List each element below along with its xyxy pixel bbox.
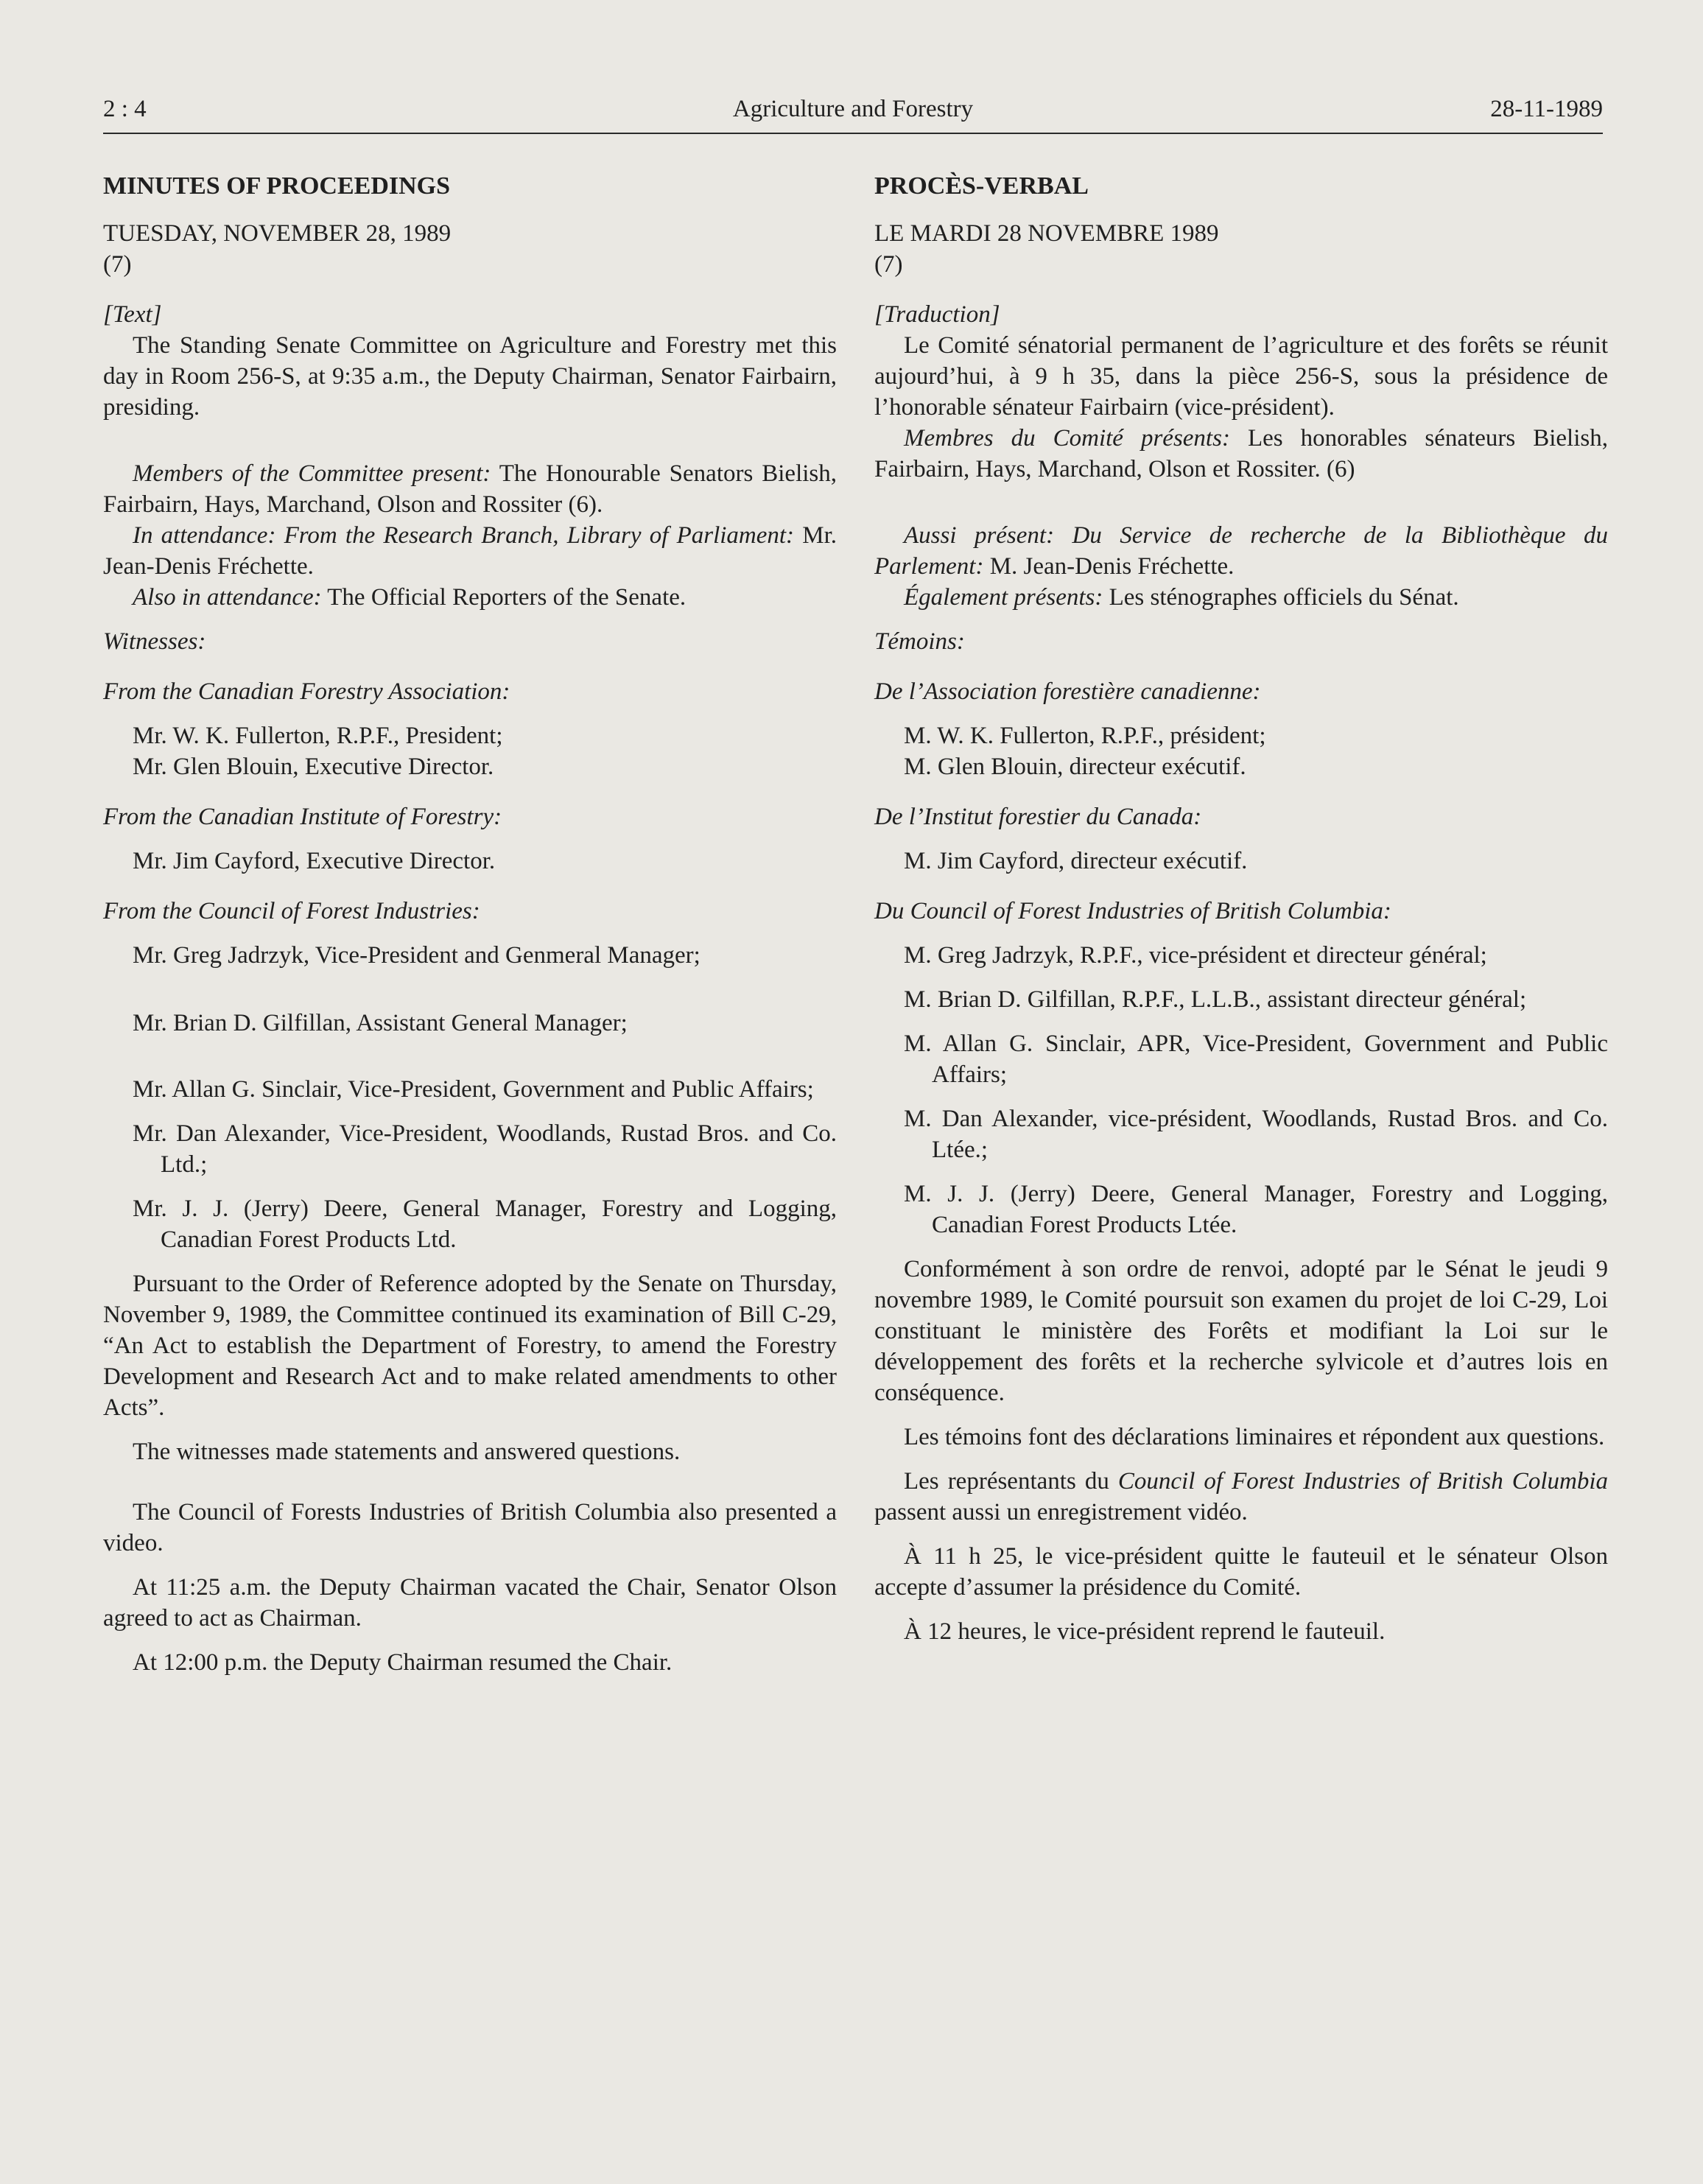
fr-members	[874, 423, 1608, 485]
fr-also-attendance	[874, 582, 1608, 613]
fr-also-text: Les sténographes officiels du Sénat.	[1103, 584, 1459, 611]
en-witness: Mr. Allan G. Sinclair, Vice-President, Government and Public Affairs;	[133, 1076, 814, 1103]
en-attendance-name: Mr. Jean-Denis Fréchette.	[103, 522, 837, 580]
en-org-council-of-forest-industries: From the Council of Forest Industries:	[103, 898, 480, 924]
en-witness: Mr. Brian D. Gilfillan, Assistant General Manager;	[133, 1010, 628, 1036]
en-org-canadian-institute-of-forestry: From the Canadian Institute of Forestry:	[103, 804, 502, 830]
fr-witness: M. W. K. Fullerton, R.P.F., président;	[904, 723, 1266, 749]
en-witnesses-label: Witnesses:	[103, 628, 206, 655]
fr-paragraph: À 12 heures, le vice-président reprend le fauteuil.	[904, 1618, 1386, 1645]
fr-members-text: Les honorables sénateurs Bielish, Fairbairn, Hays, Marchand, Olson et Rossiter. (6)	[874, 425, 1608, 482]
fr-org-institut-forestier: De l’Institut forestier du Canada:	[874, 804, 1202, 830]
fr-paragraph: Les témoins font des déclarations liminaires et répondent aux questions.	[904, 1424, 1605, 1450]
fr-org-association-forestiere: De l’Association forestière canadienne:	[874, 678, 1261, 705]
french-column	[874, 171, 1608, 1647]
fr-attendance-text: Aussi présent: Du Service de recherche de la Bibliothèque du Parlement:	[874, 522, 1608, 580]
en-attendance-text: In attendance: From the Research Branch, Library of Parliament:	[133, 522, 795, 549]
en-witness: Mr. Jim Cayford, Executive Director.	[133, 848, 496, 874]
en-paragraph: The witnesses made statements and answered questions.	[133, 1439, 681, 1465]
header-date: 28-11-1989	[1490, 96, 1603, 122]
fr-para3-org: Council of Forest Industries of British Columbia	[1117, 1468, 1608, 1495]
page-reference: 2 : 4	[103, 96, 147, 122]
en-witness: Mr. Greg Jadrzyk, Vice-President and Genmeral Manager;	[133, 942, 700, 969]
header-committee: Agriculture and Forestry	[732, 96, 974, 122]
fr-witness: M. Dan Alexander, vice-président, Woodlands, Rustad Bros. and Co. Ltée.;	[904, 1106, 1608, 1163]
fr-attendance-name: M. Jean-Denis Fréchette.	[983, 553, 1235, 580]
en-witness: Mr. J. J. (Jerry) Deere, General Manager, Forestry and Logging, Canadian Forest Products Ltd.	[133, 1195, 837, 1253]
fr-paragraph: À 11 h 25, le vice-président quitte le fauteuil et le sénateur Olson accepte d’assumer la présidence du Comité.	[874, 1543, 1608, 1601]
en-attendance	[103, 520, 837, 582]
en-witness: Mr. Dan Alexander, Vice-President, Woodlands, Rustad Bros. and Co. Ltd.;	[133, 1120, 837, 1178]
english-column	[103, 171, 837, 1678]
fr-witness: M. Glen Blouin, directeur exécutif.	[904, 754, 1246, 780]
en-org-canadian-forestry-association: From the Canadian Forestry Association:	[103, 678, 510, 705]
fr-title: PROCÈS-VERBAL	[874, 172, 1089, 200]
en-opening: The Standing Senate Committee on Agriculture and Forestry met this day in Room 256-S, at 9:35 a.m., the Deputy Chairman, Senator Fairbairn, presiding.	[103, 332, 837, 421]
en-paragraph: At 12:00 p.m. the Deputy Chairman resumed the Chair.	[133, 1649, 673, 1676]
running-header	[103, 96, 1603, 134]
fr-attendance	[874, 520, 1608, 582]
fr-meeting-date: LE MARDI 28 NOVEMBRE 1989	[874, 220, 1219, 247]
en-paragraph: At 11:25 a.m. the Deputy Chairman vacated the Chair, Senator Olson agreed to act as Chairman.	[103, 1574, 837, 1632]
en-paragraph: Pursuant to the Order of Reference adopted by the Senate on Thursday, November 9, 1989, the Committee continued its examination of Bill C-29, “An Act to establish the Department of Forestry, to amend the Forestry Development and Research Act and to make related amendments to other Acts”.	[103, 1271, 837, 1421]
fr-para3-end: passent aussi un enregistrement vidéo.	[874, 1499, 1248, 1525]
fr-text-tag: [Traduction]	[874, 301, 1000, 328]
en-members-label: Members of the Committee present:	[133, 460, 491, 487]
fr-para3-start: Les représentants du	[904, 1468, 1118, 1495]
fr-paragraph: Conformément à son ordre de renvoi, adopté par le Sénat le jeudi 9 novembre 1989, le Comité poursuit son examen du projet de loi C-29, Loi constituant le ministère des Forêts et modifiant la Loi sur le développement des forêts et la recherche sylvicole et d’autres lois en conséquence.	[874, 1256, 1608, 1406]
fr-witness: M. Brian D. Gilfillan, R.P.F., L.L.B., assistant directeur général;	[904, 986, 1527, 1013]
en-meeting-number: (7)	[103, 251, 132, 278]
en-text-tag: [Text]	[103, 301, 162, 328]
en-members	[103, 458, 837, 520]
fr-witness: M. Greg Jadrzyk, R.P.F., vice-président et directeur général;	[904, 942, 1487, 969]
fr-witness: M. Jim Cayford, directeur exécutif.	[904, 848, 1248, 874]
en-also-label: Also in attendance:	[133, 584, 322, 611]
en-also-text: The Official Reporters of the Senate.	[321, 584, 687, 611]
fr-members-label: Membres du Comité présents:	[904, 425, 1230, 452]
fr-witness: M. J. J. (Jerry) Deere, General Manager, Forestry and Logging, Canadian Forest Products Ltée.	[904, 1181, 1608, 1238]
fr-paragraph	[874, 1466, 1608, 1528]
en-meeting-date: TUESDAY, NOVEMBER 28, 1989	[103, 220, 452, 247]
en-witness: Mr. W. K. Fullerton, R.P.F., President;	[133, 723, 503, 749]
en-title: MINUTES OF PROCEEDINGS	[103, 172, 451, 200]
en-paragraph: The Council of Forests Industries of British Columbia also presented a video.	[103, 1499, 837, 1556]
fr-org-council-of-forest-industries: Du Council of Forest Industries of British Columbia:	[874, 898, 1391, 924]
fr-opening: Le Comité sénatorial permanent de l’agriculture et des forêts se réunit aujourd’hui, à 9 h 35, dans la pièce 256-S, sous la présidence de l’honorable sénateur Fairbairn (vice-président).	[874, 332, 1608, 421]
en-witness: Mr. Glen Blouin, Executive Director.	[133, 754, 494, 780]
fr-meeting-number: (7)	[874, 251, 903, 278]
en-members-text: The Honourable Senators Bielish, Fairbairn, Hays, Marchand, Olson and Rossiter (6).	[103, 460, 837, 518]
fr-witnesses-label: Témoins:	[874, 628, 965, 655]
fr-also-label: Également présents:	[904, 584, 1103, 611]
en-also-attendance	[103, 582, 837, 613]
fr-witness: M. Allan G. Sinclair, APR, Vice-President, Government and Public Affairs;	[904, 1030, 1608, 1088]
